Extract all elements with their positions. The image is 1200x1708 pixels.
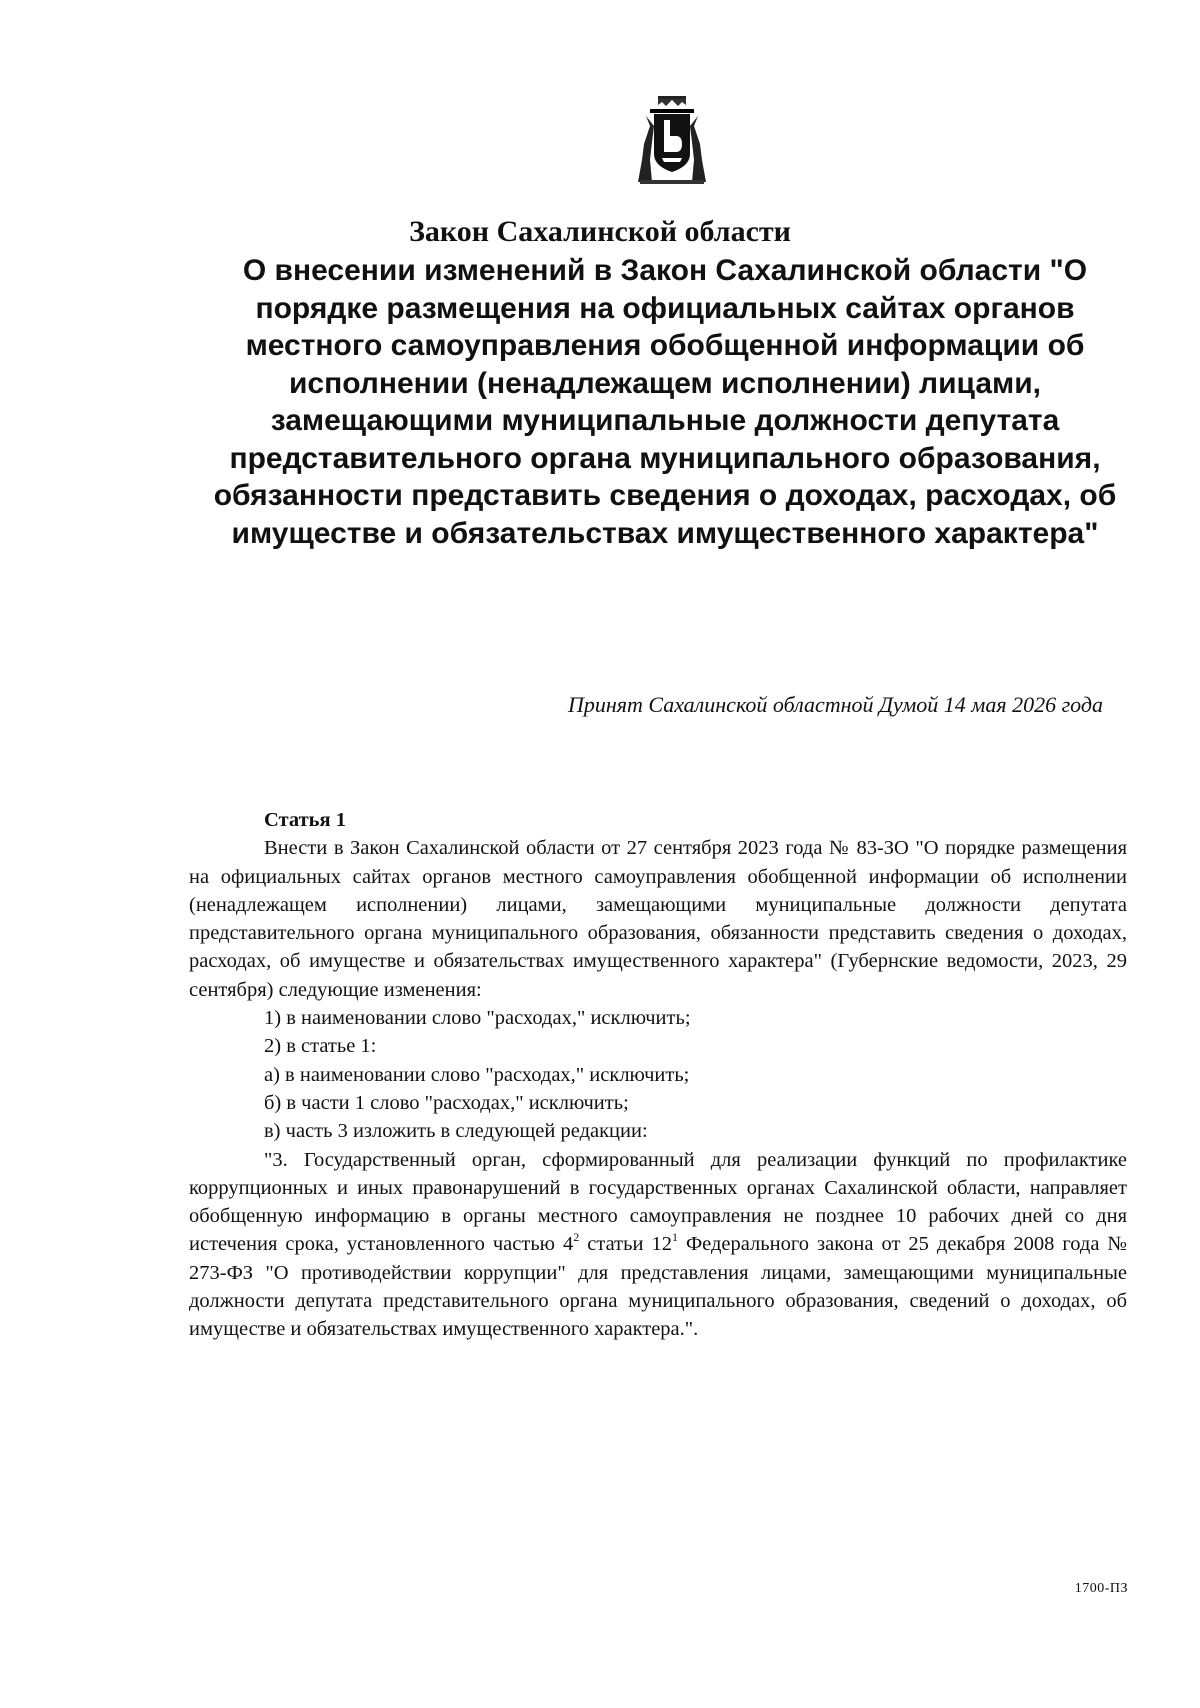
document-code: 1700-ПЗ	[1074, 1581, 1128, 1596]
article-heading: Статья 1	[264, 809, 346, 831]
amendment-item: 2) в статье 1:	[264, 1035, 377, 1058]
article-1	[189, 806, 1127, 1344]
amendment-item: в) часть 3 изложить в следующей редакции:	[264, 1120, 648, 1143]
amendment-item: б) в части 1 слово "расходах," исключить;	[264, 1091, 629, 1114]
amendment-item: а) в наименовании слово "расходах," исключить;	[264, 1063, 690, 1086]
left-supporter-icon	[638, 116, 654, 182]
right-supporter-icon	[690, 116, 706, 182]
superscript: 1	[671, 1229, 678, 1244]
shield-icon	[650, 109, 694, 172]
law-subject-title: О внесении изменений в Закон Сахалинской области "О порядке размещения на официальных сайтах органов местного самоуправления обобщенной информации об исполнении (ненадлежащем исполнении) лицами, замещающими муниципальные должности депутата представительного органа муниципального образования, обязанности представить сведения о доходах, расходах, об имуществе и обязательствах имущественного характера"	[213, 254, 1117, 550]
quote-text-part: "3. Государственный орган, сформированный для реализации функций по профилактике коррупционных и иных правонарушений в государственных органах Сахалинской области, направляет обобщенную информацию в органы местного самоуправления не позднее 10 рабочих дней со дня истечения срока, установленного частью 4	[189, 1148, 1127, 1256]
law-title: Закон Сахалинской области	[409, 215, 791, 248]
superscript: 2	[573, 1229, 580, 1244]
article-intro-paragraph: Внести в Закон Сахалинской области от 27 сентября 2023 года № 83-ЗО "О порядке размещения на официальных сайтах органов местного самоуправления обобщенной информации об исполнении (ненадлежащем исполнении) лицами, замещающими муниципальные должности депутата представительного органа муниципального образования, обязанности представить сведения о доходах, расходах, об имуществе и обязательствах имущественного характера" (Губернские ведомости, 2023, 29 сентября) следующие изменения:	[189, 837, 1127, 1001]
coat-of-arms-icon	[632, 96, 712, 186]
amendment-item: 1) в наименовании слово "расходах," исключить;	[264, 1007, 691, 1030]
new-part-3-text	[189, 1146, 1127, 1344]
quote-text-part: Федерального закона от 25 декабря 2008 года № 273-ФЗ "О противодействии коррупции" для представления лицами, замещающими муниципальные должности депутата представительного органа муниципального образования, сведений о доходах, об имуществе и обязательствах имущественного характера.".	[189, 1233, 1127, 1341]
crown-icon	[658, 96, 686, 106]
adoption-note: Принят Сахалинской областной Думой 14 мая 2026 года	[567, 692, 1103, 717]
quote-text-part: статьи 12	[579, 1233, 672, 1256]
